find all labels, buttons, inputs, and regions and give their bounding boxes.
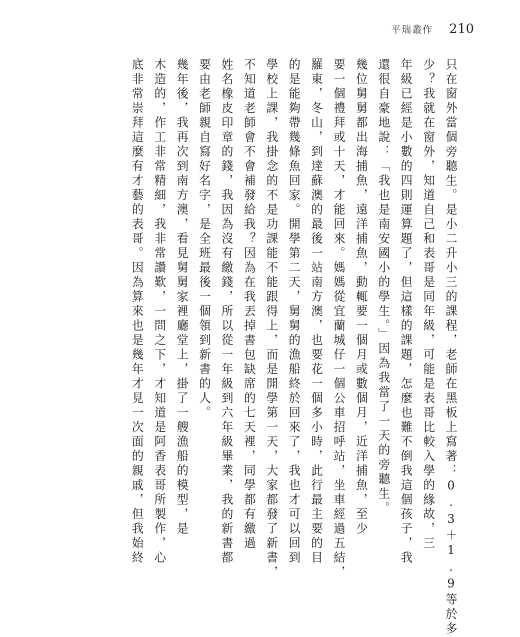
running-title: 平瑞叢作 [391, 25, 434, 36]
text-column-3: 年級已經是小數的四則運算題了，但這樣的課題，怎麼也難不倒我這個孩子，我 [399, 58, 414, 566]
text-column-2: 少？我就在窗外，知道自己和表哥是同年級，可能是表哥比較入學的緣故，三 [421, 58, 436, 551]
page-header [391, 22, 474, 37]
text-column-13: 幾年後，我再次到南方澳，看見舅舅家裡廳堂上，掛了一艘漁船的模型，是 [175, 58, 190, 537]
text-column-5: 幾位舅舅都出海捕魚，遠洋捕魚，動輒要一個月或數個月，近洋捕魚，至少 [354, 58, 369, 537]
text-column-8: 的是能夠帶幾條魚回家。開學第二天，舅舅的漁船終於回來了，我也才可以回到 [287, 58, 302, 566]
text-column-10: 不知道老師會不會補發給我？因為在我丟掉書包缺席的七天裡，同學都有繳過 [242, 58, 257, 551]
text-column-12: 要由老師親自寫好名字，是全班最後一個領到新書的人。 [197, 58, 212, 421]
text-column-7: 羅東，冬山，到達蘇澳的最後一站南方澳，也要花一個多小時，此行最主要的目 [309, 58, 324, 566]
text-column-14: 木造的，作工非常精細，我非常讚歎，一問之下，才知道是阿香表哥所製作，心 [152, 58, 167, 566]
text-column-4: 還很自豪地說：「我也是南安國小的學生。」因為我當了一天的旁聽生。 [376, 58, 391, 517]
text-column-9: 學校上課，我掛念的不是功課能不能跟得上，而是開學第一天，大家都發了新書， [264, 58, 279, 580]
text-column-15: 底非常崇拜這麼有才藝的表哥。因為算來也是幾年才見一次面的親戚，但我始終 [130, 58, 145, 566]
page-number: 210 [449, 22, 474, 37]
text-column-1: 只在窗外當個旁聽生。是小二升小三的課程，老師在黑板上寫著：0.3＋1.9等於多 [444, 58, 458, 637]
text-column-6: 要一個禮拜或十天，才能回來。媽媽從宜蘭城仔一個公車招呼站，坐車經過五結， [331, 58, 346, 580]
text-column-11: 姓名橡皮印章的錢，我因為沒有繳錢，所以從一年級到六年級畢業，我的新書都 [219, 58, 234, 566]
vertical-text-body [126, 58, 462, 637]
